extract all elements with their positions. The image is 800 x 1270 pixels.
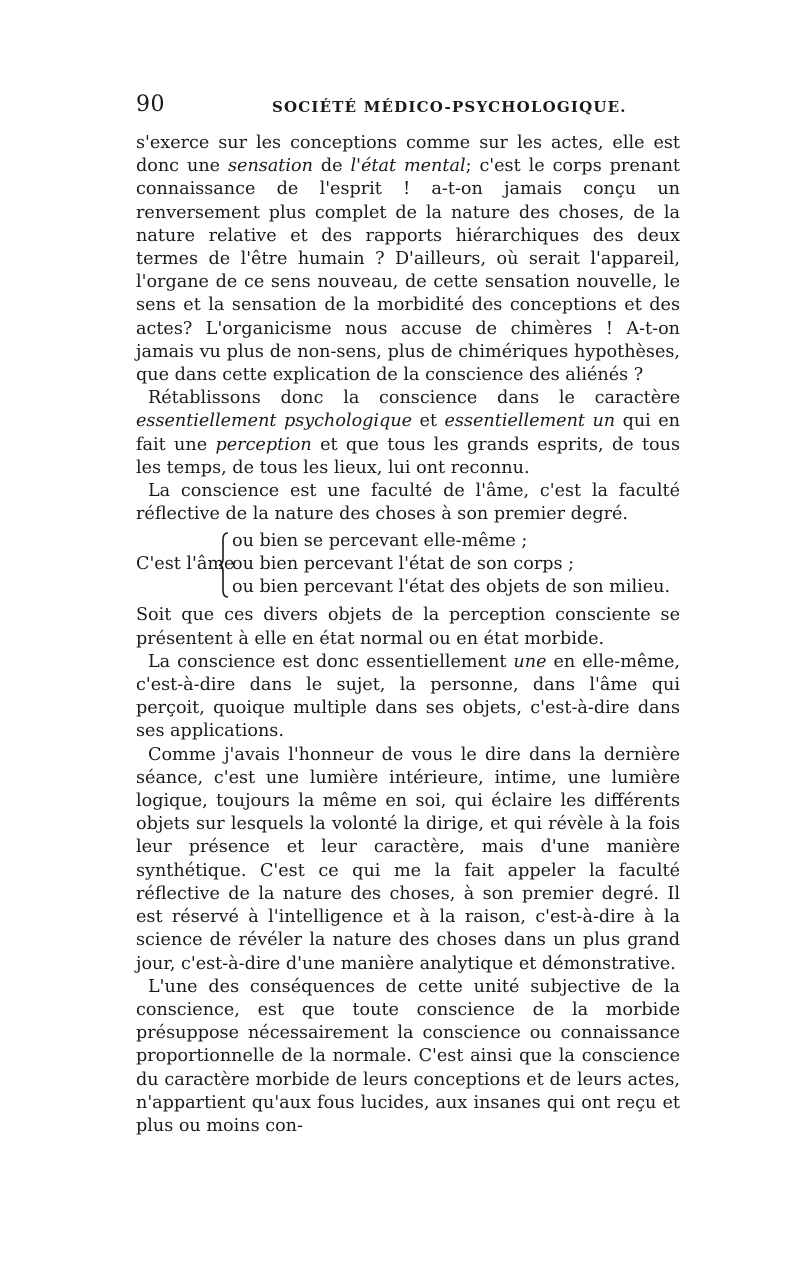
paragraph-4: Soit que ces divers objets de la perception consciente se présentent à elle en état normal ou en état morbide. — [136, 605, 680, 649]
paragraph-3: La conscience est une faculté de l'âme, c'est la faculté réflective de la nature des choses à son premier degré. — [136, 481, 680, 525]
paragraph-2: Rétablissons donc la conscience dans le caractère essentiellement psychologique et essentiellement un qui en fait une perception et que tous les grands esprits, de tous les temps, de tous les lieux, lui ont reconnu. — [136, 388, 680, 478]
paragraph-1: s'exerce sur les conceptions comme sur les actes, elle est donc une sensation de l'état mental; c'est le corps prenant connaissance de l'esprit ! a-t-on jamais conçu un renversement plus complet de la nature des choses, de la nature relative et des rapports hiérarchiques des deux termes de l'être humain ? D'ailleurs, où serait l'appareil, l'organe de ce sens nouveau, de cette sensation nouvelle, le sens et la sensation de la morbidité des conceptions et des actes? L'organicisme nous accuse de chimères ! A-t-on jamais vu plus de non-sens, plus de chimériques hypothèses, que dans cette explication de la conscience des aliénés ? — [136, 133, 680, 386]
brace-line: ou bien percevant l'état des objets de son milieu. — [232, 577, 671, 598]
brace-list — [136, 530, 680, 600]
paragraph-5: La conscience est donc essentiellement une en elle-même, c'est-à-dire dans le sujet, la personne, dans l'âme qui perçoit, quoique multiple dans ses objets, c'est-à-dire dans ses applications. — [136, 651, 680, 742]
brace-label: C'est l'âme — [136, 554, 235, 575]
curly-brace-icon — [218, 532, 232, 598]
brace-lines — [232, 530, 680, 599]
paragraph-6: Comme j'avais l'honneur de vous le dire dans la dernière séance, c'est une lumière intérieure, intime, une lumière logique, toujours la même en soi, qui éclaire les différents objets sur lesquels la volonté la dirige, et qui révèle à la fois leur présence et leur caractère, mais d'une manière synthétique. C'est ce qui me la fait appeler la faculté réflective de la nature des choses, à son premier degré. Il est réservé à l'intelligence et à la raison, c'est-à-dire à la science de révéler la nature des choses dans un plus grand jour, c'est-à-dire d'une manière analytique et démonstrative. — [136, 744, 680, 974]
paragraph-7: L'une des conséquences de cette unité subjective de la conscience, est que toute conscience de la morbide présuppose nécessairement la conscience ou connaissance proportionnelle de la normale. C'est ainsi que la conscience du caractère morbide de leurs conceptions et de leurs actes, n'appartient qu'aux fous lucides, aux insanes qui ont reçu et plus ou moins con- — [136, 976, 680, 1136]
page-header — [136, 92, 676, 120]
running-head: SOCIÉTÉ MÉDICO-PSYCHOLOGIQUE. — [272, 98, 627, 116]
page-number: 90 — [136, 92, 165, 117]
brace-line: ou bien percevant l'état de son corps ; — [232, 554, 575, 575]
brace-line: ou bien se percevant elle-même ; — [232, 531, 528, 552]
body-text — [136, 132, 680, 1138]
